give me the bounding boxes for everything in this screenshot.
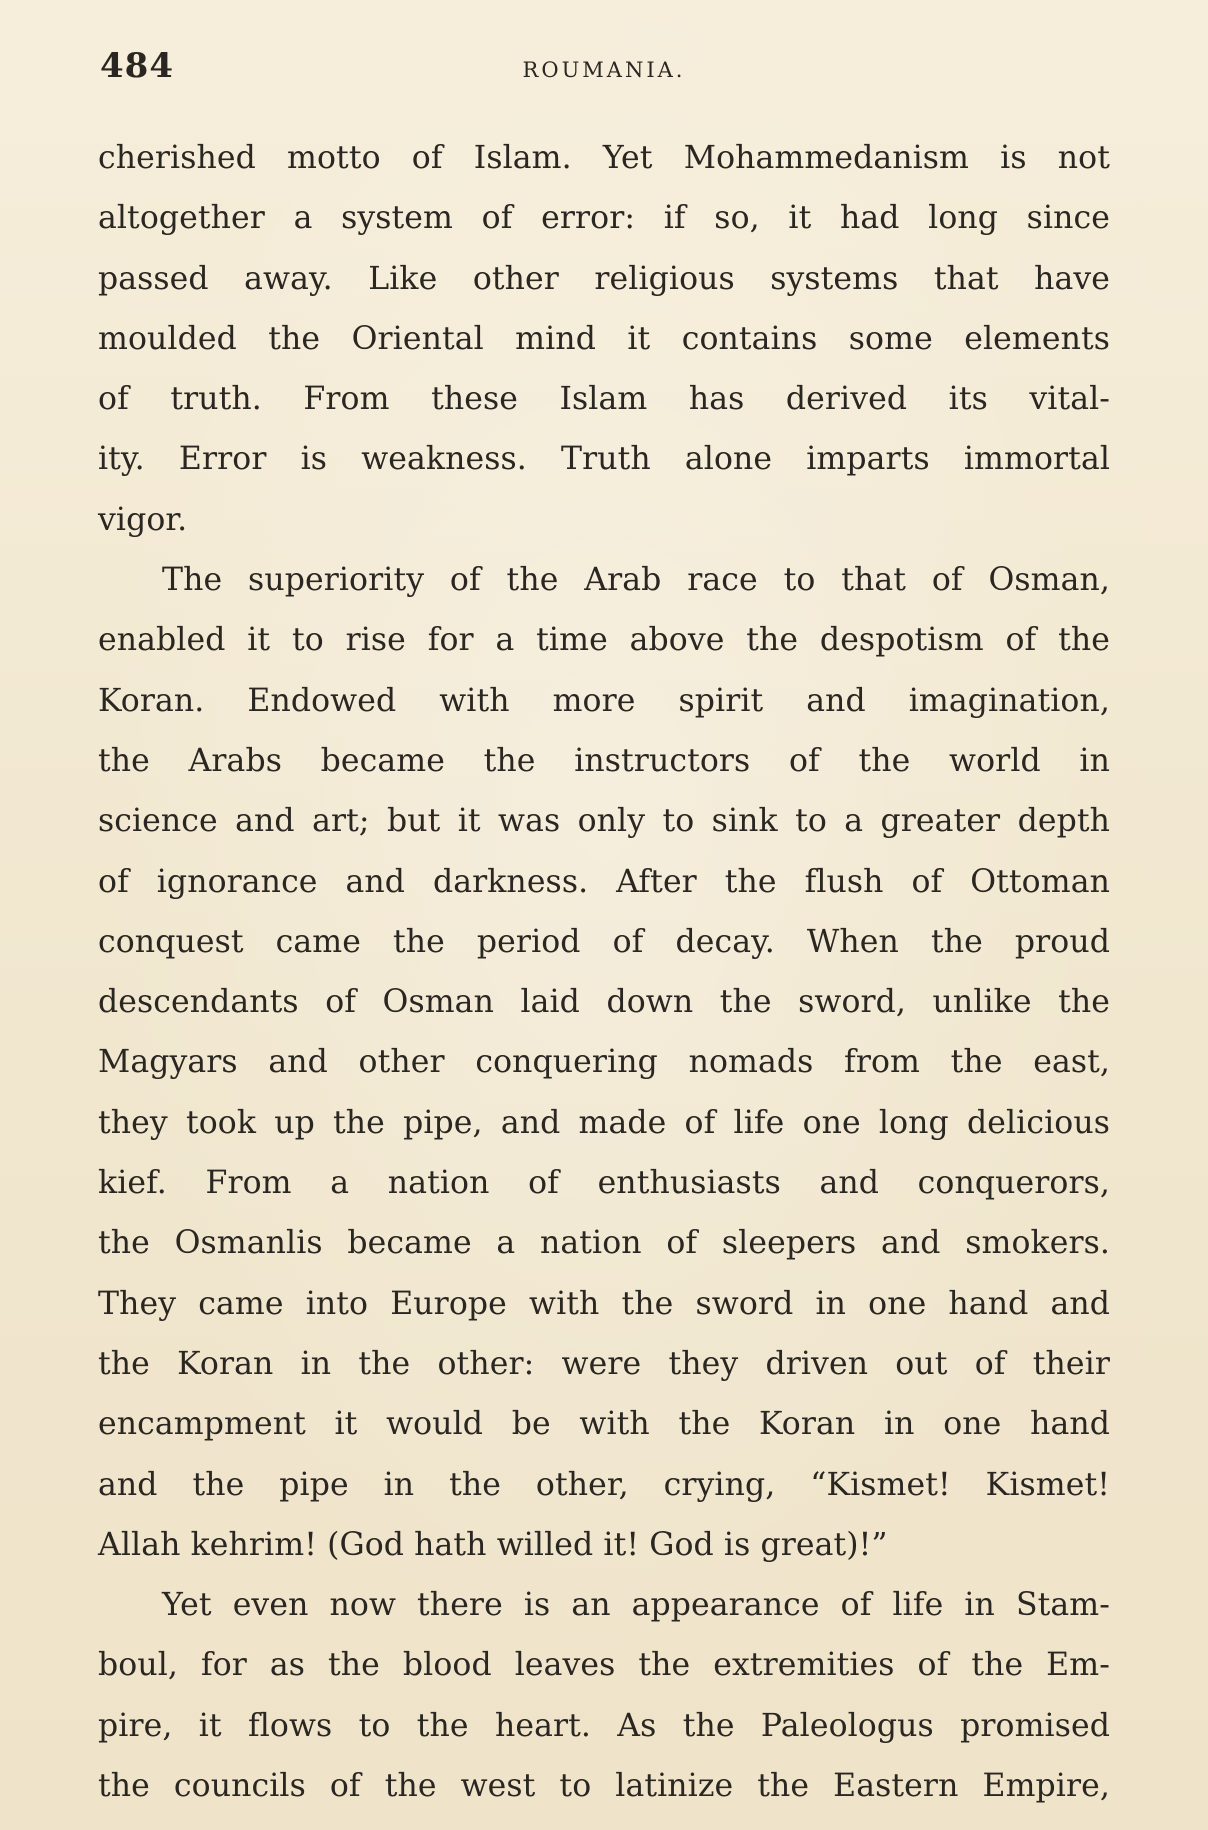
text-line: they took up the pipe, and made of life one long delicious [98,1104,1110,1141]
text-line: enabled it to rise for a time above the despotism of the [98,622,1110,659]
text-line: They came into Europe with the sword in one hand and [98,1285,1110,1322]
text-line: boul, for as the blood leaves the extremities of the Em- [98,1647,1110,1684]
text-line: encampment it would be with the Koran in one hand [98,1406,1110,1443]
text-line: vigor. [98,501,188,538]
page-number: 484 [100,46,174,86]
text-line: and the pipe in the other, crying, “Kismet! Kismet! [98,1466,1110,1503]
text-line: pire, it flows to the heart. As the Paleologus promised [98,1707,1110,1744]
page-header [100,46,1108,86]
text-line: Allah kehrim! (God hath willed it! God is great)!” [98,1526,888,1563]
text-line: kief. From a nation of enthusiasts and conquerors, [98,1165,1110,1202]
running-title: ROUMANIA. [522,58,686,82]
text-line: conquest came the period of decay. When the proud [98,923,1110,960]
text-line: the councils of the west to latinize the Eastern Empire, [98,1768,1110,1805]
text-line: Magyars and other conquering nomads from the east, [98,1044,1110,1081]
text-line: altogether a system of error: if so, it had long since [98,200,1110,237]
text-line: the Arabs became the instructors of the world in [98,742,1110,779]
text-line: descendants of Osman laid down the sword, unlike the [98,984,1110,1021]
text-line: of ignorance and darkness. After the flush of Ottoman [98,863,1110,900]
text-line: science and art; but it was only to sink to a greater depth [98,803,1110,840]
paragraph-start: The superiority of the Arab race to that of Osman, [162,562,1110,599]
text-line: of truth. From these Islam has derived its vital- [98,381,1110,418]
text-line: Koran. Endowed with more spirit and imagination, [98,682,1110,719]
text-line: the Osmanlis became a nation of sleepers and smokers. [98,1225,1110,1262]
paragraph-start: Yet even now there is an appearance of life in Stam- [162,1587,1110,1624]
body-text [98,128,1110,1816]
text-line: passed away. Like other religious systems that have [98,260,1110,297]
text-line: ity. Error is weakness. Truth alone imparts immortal [98,441,1110,478]
text-line: the Koran in the other: were they driven out of their [98,1345,1110,1382]
text-line: moulded the Oriental mind it contains some elements [98,320,1110,357]
text-line: cherished motto of Islam. Yet Mohammedanism is not [98,140,1110,176]
